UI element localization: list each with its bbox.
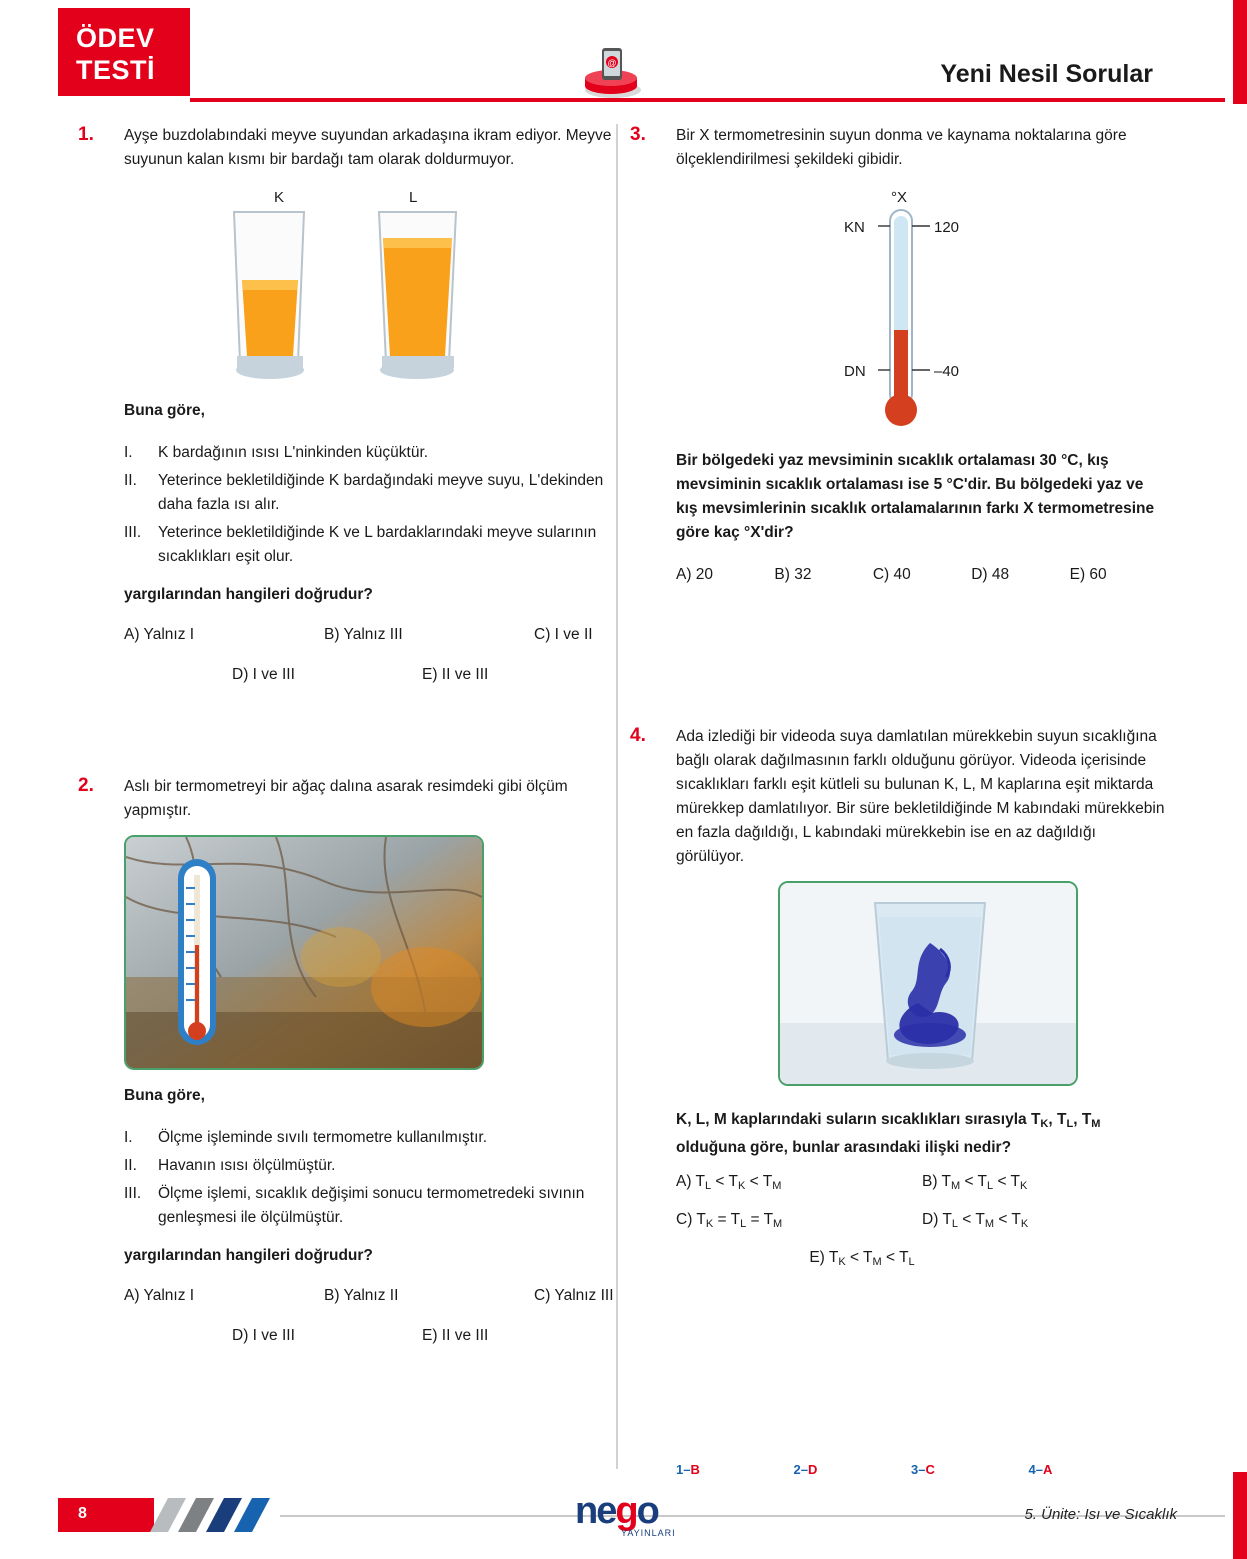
answer-letter: D xyxy=(807,1462,818,1477)
thermometer-bottom-value: –40 xyxy=(934,363,960,380)
svg-text:@: @ xyxy=(607,58,617,68)
question-4-number: 4. xyxy=(630,725,646,746)
footer-unit-note: 5. Ünite: Isı ve Sıcaklık xyxy=(1024,1506,1177,1523)
option-e[interactable]: E) II ve III xyxy=(422,666,489,683)
question-1-statement xyxy=(124,521,616,569)
question-1-figure xyxy=(124,186,616,391)
column-divider xyxy=(616,124,618,1469)
question-3-number: 3. xyxy=(630,124,646,145)
thermometer-bottom-label: DN xyxy=(844,363,866,380)
option-b[interactable]: B) 32 xyxy=(774,566,812,583)
option-d[interactable]: D) I ve III xyxy=(232,1327,295,1344)
question-2-statement xyxy=(124,1182,616,1230)
statement-text: Yeterince bekletildiğinde K bardağındaki meyve suyu, L'dekinden daha fazla ısı alır. xyxy=(158,472,604,513)
statement-roman: III. xyxy=(124,524,142,541)
question-2-options-row-2 xyxy=(124,1324,616,1348)
option-b[interactable]: B) Yalnız III xyxy=(324,626,403,643)
question-4-options-row-2 xyxy=(676,1208,1168,1236)
page-header xyxy=(0,0,1233,104)
question-3-bold-question: Bir bölgedeki yaz mevsiminin sıcaklık ortalaması 30 °C, kış mevsiminin sıcaklık ortalaması ise 5 °C'dir. Bu bölgedeki yaz ve kış mevsimlerinin sıcaklık ortalamalarının farkı X termometresine göre kaç °X'dir? xyxy=(676,452,1155,541)
question-4-stem: Ada izlediği bir videoda suya damlatılan mürekkebin suyun sıcaklığına bağlı olarak dağılmasının farklı olduğunu görüyor. Videoda içerisinde sıcaklıkları farklı eşit kütleli su bulunan K, L, M kaplarına eşit miktarda mürekkep damlatılıyor. Bir süre bekletildiğinde M kabındaki mürekkebin en fazla dağıldığı, L kabındaki mürekkebin ise en az dağıldığı görülüyor. xyxy=(676,728,1165,865)
statement-text: Ölçme işleminde sıvılı termometre kullanılmıştır. xyxy=(158,1129,488,1146)
winter-tree-thermometer-photo xyxy=(124,835,484,1070)
question-3 xyxy=(630,124,1168,587)
statement-text: Yeterince bekletildiğinde K ve L bardaklarındaki meyve sularının sıcaklıkları eşit olur. xyxy=(158,524,597,565)
badge-line-2: TESTİ xyxy=(76,55,156,85)
figure-label-k: K xyxy=(274,189,285,206)
question-1-options-row-1 xyxy=(124,623,616,647)
question-2-statement xyxy=(124,1154,616,1178)
x-thermometer-figure xyxy=(676,180,1168,445)
question-1-stem: Ayşe buzdolabındaki meyve suyundan arkadaşına ikram ediyor. Meyve suyunun kalan kısmı bir bardağı tam olarak doldurmuyor. xyxy=(124,127,612,168)
answer-key-item xyxy=(1029,1462,1147,1477)
option-a[interactable]: A) Yalnız I xyxy=(124,626,195,643)
option-a[interactable]: A) 20 xyxy=(676,566,714,583)
answer-letter: B xyxy=(690,1462,700,1477)
statement-roman: II. xyxy=(124,1157,137,1174)
question-1-statement xyxy=(124,469,616,517)
question-2-lead: Buna göre, xyxy=(124,1087,205,1104)
option-c[interactable]: C) I ve II xyxy=(534,626,593,643)
question-2-options-row-1 xyxy=(124,1284,616,1308)
option-c[interactable]: C) 40 xyxy=(872,566,911,583)
right-column xyxy=(630,124,1168,1292)
question-2-number: 2. xyxy=(78,775,94,796)
figure-label-l: L xyxy=(409,189,418,206)
option-d[interactable]: D) $T_L < T_M < T_K$ xyxy=(922,1211,1029,1230)
statement-roman: I. xyxy=(124,1129,133,1146)
answer-letter: A xyxy=(1042,1462,1053,1477)
answer-number: 2– xyxy=(793,1462,808,1477)
statement-text: K bardağının ısısı L'ninkinden küçüktür. xyxy=(158,444,429,461)
thermometer-top-label: KN xyxy=(844,219,865,236)
question-4-options-row-3 xyxy=(676,1246,1168,1274)
page-right-edge-gap xyxy=(1233,104,1247,1472)
option-e[interactable]: E) 60 xyxy=(1069,566,1107,583)
statement-roman: III. xyxy=(124,1185,142,1202)
page-number: 8 xyxy=(78,1505,87,1522)
question-2-stem: Aslı bir termometreyi bir ağaç dalına asarak resimdeki gibi ölçüm yapmıştır. xyxy=(124,778,568,819)
option-c[interactable]: C) $T_K = T_L = T_M$ xyxy=(676,1211,783,1230)
option-d[interactable]: D) I ve III xyxy=(232,666,295,683)
statement-text: Havanın ısısı ölçülmüştür. xyxy=(158,1157,336,1174)
question-1-options-row-2 xyxy=(124,663,616,687)
question-2 xyxy=(78,775,616,1348)
answer-key-item xyxy=(676,1462,794,1477)
question-4-bold-question xyxy=(676,1108,1168,1160)
option-e[interactable]: E) II ve III xyxy=(422,1327,489,1344)
question-4-options-row-1 xyxy=(676,1170,1168,1198)
question-1-lead: Buna göre, xyxy=(124,402,205,419)
question-4 xyxy=(630,725,1168,1274)
question-2-statement xyxy=(124,1126,616,1150)
header-rule xyxy=(190,98,1225,102)
answer-key-item xyxy=(911,1462,1029,1477)
question-4-bold-text: K, L, M kaplarındaki suların sıcaklıkları sırasıyla $T_K$, $T_L$, $T_M$ olduğuna göre, bunlar arasındaki ilişki nedir? xyxy=(676,1111,1101,1156)
question-3-stem: Bir X termometresinin suyun donma ve kaynama noktalarına göre ölçeklendirilmesi şekildeki gibidir. xyxy=(676,127,1127,168)
option-a[interactable]: A) Yalnız I xyxy=(124,1287,195,1304)
thermometer-unit-label: °X xyxy=(891,189,908,206)
page-number-bar xyxy=(58,1498,154,1532)
thermometer-top-value: 120 xyxy=(934,219,960,236)
option-e[interactable]: E) $T_K < T_M < T_L$ xyxy=(809,1249,915,1268)
ink-drop-in-water-glass-photo xyxy=(778,881,1078,1086)
option-d[interactable]: D) 48 xyxy=(971,566,1010,583)
odev-testi-badge xyxy=(58,8,190,96)
option-c[interactable]: C) Yalnız III xyxy=(534,1287,614,1304)
tablet-on-stand-icon xyxy=(578,42,648,100)
statement-roman: II. xyxy=(124,472,137,489)
statement-text: Ölçme işlemi, sıcaklık değişimi sonucu termometredeki sıvının genleşmesi ile ölçülmüştür. xyxy=(158,1185,585,1226)
answer-number: 3– xyxy=(911,1462,926,1477)
question-1 xyxy=(78,124,616,687)
answer-number: 1– xyxy=(676,1462,691,1477)
answer-number: 4– xyxy=(1028,1462,1043,1477)
answer-key xyxy=(676,1462,1146,1477)
answer-letter: C xyxy=(925,1462,935,1477)
question-1-ask: yargılarından hangileri doğrudur? xyxy=(124,586,373,603)
badge-line-1: ÖDEV xyxy=(76,23,155,53)
statement-roman: I. xyxy=(124,444,133,461)
option-b[interactable]: B) $T_M < T_L < T_K$ xyxy=(922,1173,1028,1192)
left-column xyxy=(78,124,616,1366)
logo-subtitle: YAYINLARI xyxy=(621,1528,676,1538)
question-2-ask: yargılarından hangileri doğrudur? xyxy=(124,1247,373,1264)
logo-text: nego xyxy=(575,1490,658,1532)
question-3-options xyxy=(676,563,1168,587)
publisher-logo xyxy=(575,1490,676,1538)
page-title: Yeni Nesil Sorular xyxy=(940,60,1153,88)
question-1-statement xyxy=(124,441,616,465)
option-b[interactable]: B) Yalnız II xyxy=(324,1287,399,1304)
answer-key-item xyxy=(794,1462,912,1477)
question-1-number: 1. xyxy=(78,124,94,145)
option-a[interactable]: A) $T_L < T_K < T_M$ xyxy=(676,1173,782,1192)
footer-chevrons xyxy=(150,1498,280,1532)
